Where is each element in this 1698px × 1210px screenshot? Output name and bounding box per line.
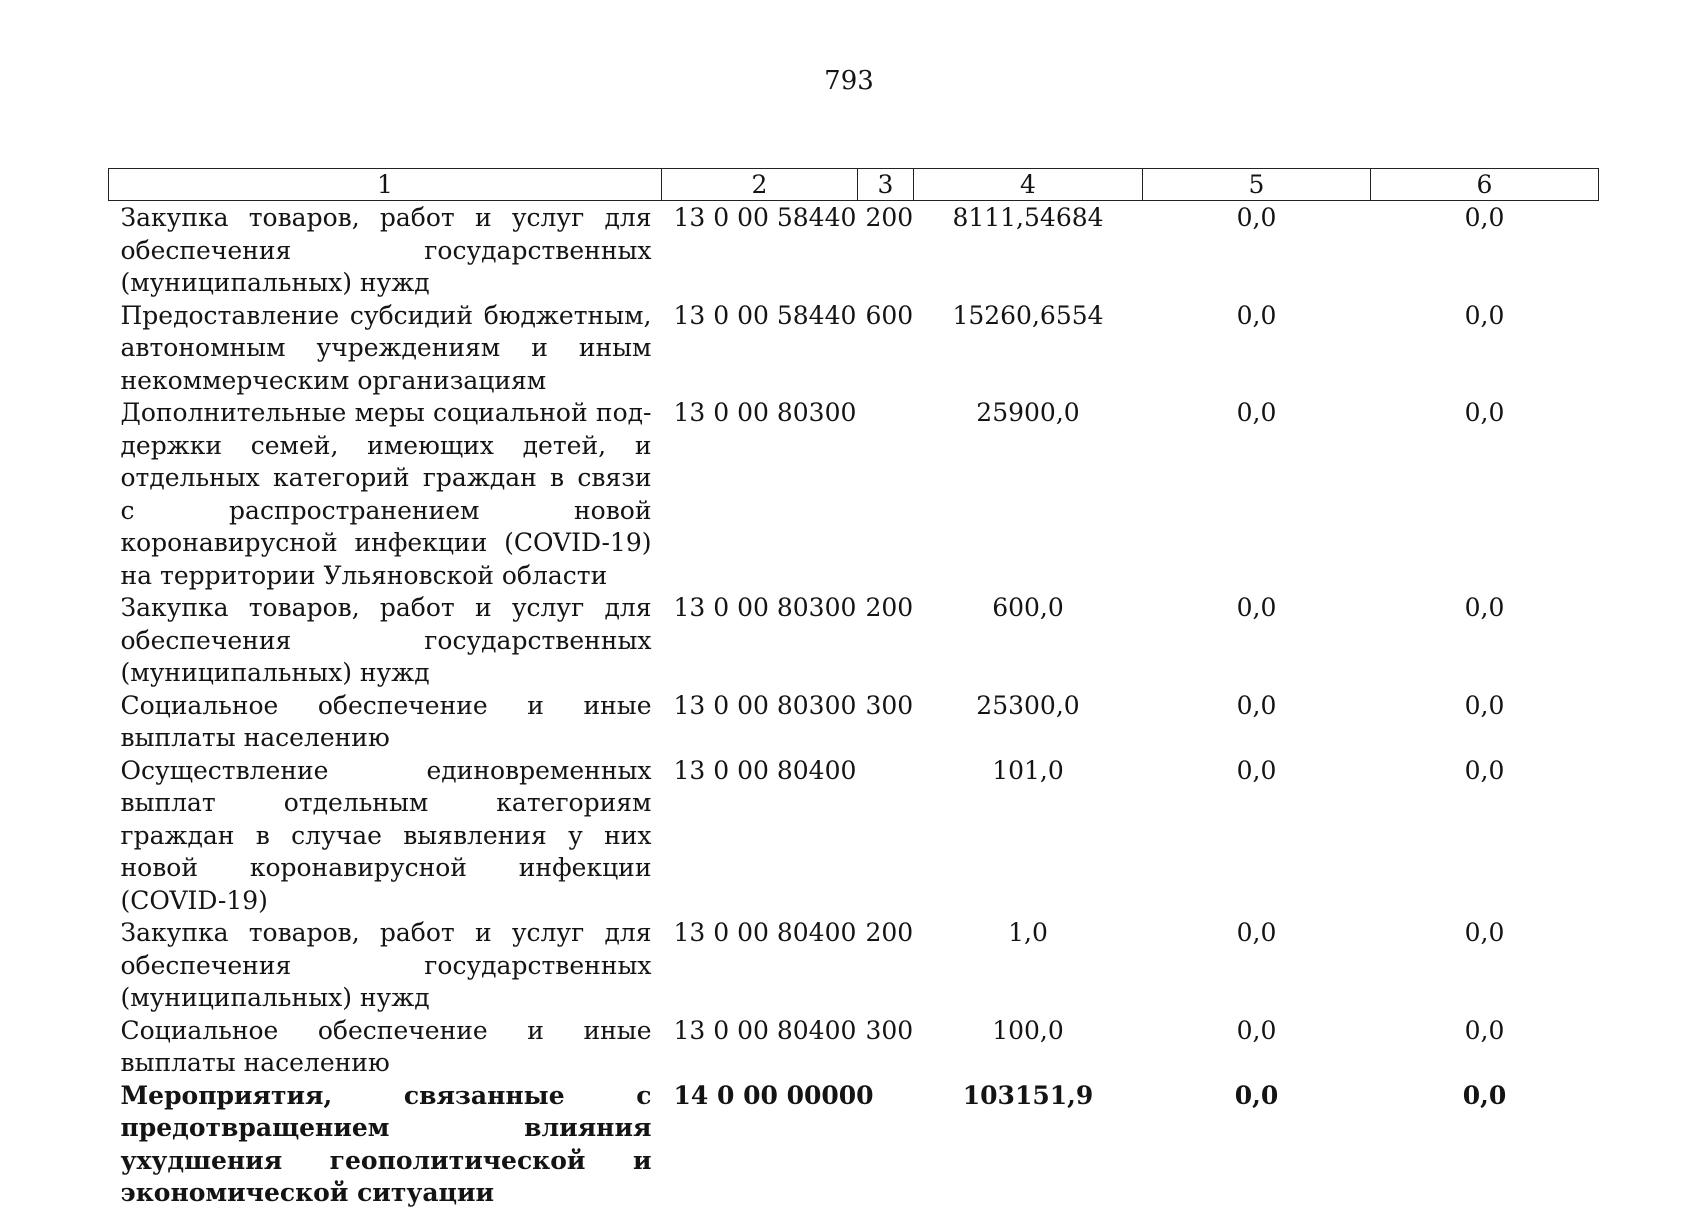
row-col5: 0,0 — [1234, 1080, 1279, 1110]
row-type: 300 — [865, 1015, 914, 1045]
row-col4: 15260,6554 — [952, 300, 1104, 330]
table-row — [109, 592, 1599, 690]
row-col4: 100,0 — [992, 1015, 1064, 1045]
row-code: 13 0 00 80400 — [673, 918, 857, 947]
row-name: Закупка товаров, работ и услуг для обеспечения государственных (муниципальных) нужд — [120, 593, 652, 687]
row-code: 14 0 00 00000 — [673, 1080, 874, 1110]
row-col6: 0,0 — [1462, 1080, 1507, 1110]
row-code: 13 0 00 80300 — [673, 593, 857, 622]
table-row — [109, 1015, 1599, 1080]
row-name: Дополнительные меры социальной поддержки семей, имеющих детей, и отдельных категорий граждан в связи с распространением новой коронавирусной инфекции (COVID-19) на территории Ульяновской области — [120, 398, 652, 590]
row-col5: 0,0 — [1236, 1015, 1277, 1045]
row-type: 300 — [865, 690, 914, 720]
header-cell-2: 2 — [662, 169, 858, 201]
row-name: Закупка товаров, работ и услуг для обеспечения государственных (муниципальных) нужд — [120, 918, 652, 1012]
row-name: Мероприятия, связанные с предотвращением влияния ухудшения геополитической и экономической ситуации — [120, 1080, 652, 1207]
row-type: 200 — [865, 593, 914, 622]
row-code: 13 0 00 80300 — [673, 690, 857, 720]
table-row — [109, 917, 1599, 1015]
row-col4: 25300,0 — [976, 690, 1080, 720]
row-col5: 0,0 — [1236, 593, 1277, 622]
budget-table — [108, 168, 1599, 1210]
row-code: 13 0 00 58440 — [673, 203, 857, 232]
table-row — [109, 397, 1599, 592]
header-cell-6: 6 — [1371, 169, 1599, 201]
table-body — [109, 201, 1599, 1210]
table-row — [109, 690, 1599, 755]
row-col4: 600,0 — [992, 593, 1064, 622]
header-cell-4: 4 — [914, 169, 1143, 201]
header-cell-1: 1 — [109, 169, 662, 201]
row-col6: 0,0 — [1464, 398, 1505, 427]
row-col4: 101,0 — [992, 755, 1064, 785]
row-name: Социальное обеспечение и иные выплаты населению — [120, 1015, 652, 1077]
row-col5: 0,0 — [1236, 398, 1277, 427]
row-col4: 103151,9 — [962, 1080, 1094, 1110]
table-row — [109, 201, 1599, 300]
row-name: Осуществление единовременных выплат отдельным категориям граждан в случае выявления у них новой коронавирусной инфекции (COVID-19) — [120, 755, 652, 915]
table-row — [109, 300, 1599, 398]
row-col6: 0,0 — [1464, 918, 1505, 947]
header-cell-5: 5 — [1143, 169, 1371, 201]
row-type: 200 — [865, 203, 914, 232]
row-col5: 0,0 — [1236, 918, 1277, 947]
header-cell-3: 3 — [858, 169, 914, 201]
row-name: Социальное обеспечение и иные выплаты населению — [120, 690, 652, 752]
row-col6: 0,0 — [1464, 300, 1505, 330]
table-row-total — [109, 1080, 1599, 1210]
row-type — [858, 755, 914, 918]
table-header — [109, 169, 1599, 201]
row-col6: 0,0 — [1464, 690, 1505, 720]
row-code: 13 0 00 80400 — [673, 1015, 857, 1045]
row-code: 13 0 00 80400 — [673, 755, 857, 785]
page-number: 793 — [824, 66, 874, 96]
row-col4: 1,0 — [1008, 918, 1048, 947]
row-col5: 0,0 — [1236, 300, 1277, 330]
row-col4: 8111,54684 — [952, 203, 1104, 232]
row-code: 13 0 00 58440 — [673, 300, 857, 330]
row-col5: 0,0 — [1236, 755, 1277, 785]
header-row — [109, 169, 1599, 201]
row-code: 13 0 00 80300 — [673, 398, 857, 427]
row-col6: 0,0 — [1464, 1015, 1505, 1045]
row-col5: 0,0 — [1236, 690, 1277, 720]
row-type: 600 — [865, 300, 914, 330]
row-col4: 25900,0 — [976, 398, 1080, 427]
row-col6: 0,0 — [1464, 203, 1505, 232]
row-name: Закупка товаров, работ и услуг для обеспечения государственных (муниципальных) нужд — [120, 203, 652, 297]
row-type — [858, 397, 914, 592]
table-row — [109, 755, 1599, 918]
row-col5: 0,0 — [1236, 203, 1277, 232]
row-name: Предоставление субсидий бюджетным, автономным учреждениям и иным некоммерческим организациям — [120, 300, 652, 395]
row-type: 200 — [865, 918, 914, 947]
row-col6: 0,0 — [1464, 755, 1505, 785]
row-col6: 0,0 — [1464, 593, 1505, 622]
